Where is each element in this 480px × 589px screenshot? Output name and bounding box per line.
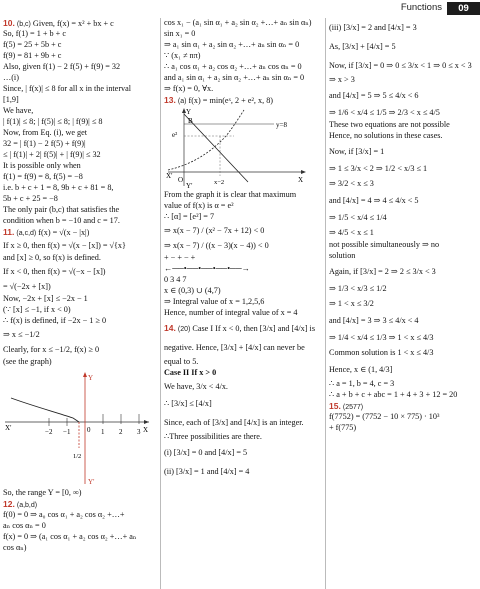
line-text: (see the graph) [3,357,52,366]
question-number: 11. [3,227,15,237]
text-line [164,432,320,443]
line-text: ⇒ a₁ sin α₁ + a₂ sin α₂ +…+ aₙ sin αₙ = 0 [164,40,300,49]
b-label: B [188,117,193,125]
line-text: (ii) [3/x] = 1 and [4/x] = 4 [164,467,250,476]
line-text: ⇒ 4/5 < x ≤ 1 [329,228,374,237]
line-text: Hence, no solutions in these cases. [329,131,443,140]
line-text: f(5) = 25 + 5b + c [3,40,62,49]
answer-tag: (a,b,d) [16,502,38,509]
tick-label: −2 [45,428,53,436]
text-line [164,357,320,368]
text-line [3,253,155,264]
text-line [3,106,155,117]
line-text: sin x₁ = 0 [164,29,196,38]
text-line [329,330,477,345]
line-text: If x ≥ 0, then f(x) = √(x − [x]) = √{x} [3,241,126,250]
line-text: f(x) = min(eˣ, 2 + e², x, 8) [188,96,274,105]
tick-label: −1 [63,428,71,436]
text-line [329,210,477,225]
text-line [329,191,477,210]
line-text: and [4/x] = 5 ⇒ 5 ≤ 4/x < 6 [329,91,419,100]
e2-label: e² [172,131,178,139]
line-text: negative. Hence, [3/x] + [4/x] can never be [164,343,305,352]
line-text: It is possible only when [3,161,81,170]
line-text: ⇒ f(x) = 0, ∀x. [164,84,214,93]
line-text: 32 = | f(1) − 2 f(5) + f(9)| [3,139,86,148]
line-text: ⇒ 3/2 < x ≤ 3 [329,179,374,188]
text-line [329,105,477,120]
text-line [3,264,155,279]
text-line [3,172,155,183]
text-line [164,238,320,253]
y-label: Y [88,374,94,382]
text-line [164,443,320,462]
line-text: 0 3 4 7 [164,275,187,284]
question-heading [3,18,155,29]
line-text: ∴ f(x) is defined, if −2x − 1 ≥ 0 [3,316,107,325]
text-line [3,161,155,172]
line-text: aₙ cos αₙ = 0 [3,521,46,530]
text-line [3,532,155,543]
line-text: | f(1)| ≤ 8; | f(5)| ≤ 8; | f(9)| ≤ 8 [3,117,103,126]
line-text: Now, from Eq. (i), we get [3,128,88,137]
text-line [3,357,155,368]
text-line [164,223,320,238]
line-text: f(x) = √(x − |x|) [38,228,90,237]
line-text: ≤ | f(1)| + 2| f(5)| + | f(9)| ≤ 32 [3,150,101,159]
text-line [164,201,320,212]
line-text: + f(775) [329,423,357,432]
question-heading [3,227,155,238]
line-text: Since, | f(x)| ≤ 8 for all x in the interval [3,84,132,93]
x-label: X [143,426,149,434]
question-number: 15. [329,401,341,411]
line-text: f(9) = 81 + 9b + c [3,51,62,60]
text-line [164,18,320,29]
text-line [164,190,320,201]
line-text: solution [329,251,356,260]
line-text: cos x₁ − (a₁ sin α₁ + a₂ sin α₂ +…+ aₙ sin αₙ) [164,18,312,27]
answer-tag: (20) [177,326,191,333]
line-text: ⇒ x > 3 [329,75,355,84]
text-line [329,281,477,296]
text-line [3,139,155,150]
y-label: Y [186,108,192,116]
x-mark-label: x−2 [214,179,225,186]
column-middle [160,18,320,589]
text-line [3,73,155,84]
line-text: (i) [3/x] = 0 and [4/x] = 5 [164,448,248,457]
column-right [325,18,477,589]
line-text: = √(−2x + [x]) [3,282,51,291]
text-line [164,308,320,319]
text-line [164,264,320,275]
text-line [329,161,477,176]
text-line [164,286,320,297]
line-text: The only pair (b,c) that satisfies the [3,205,120,214]
line-text: Common solution is 1 < x ≤ 4/3 [329,348,434,357]
line-text: x ∈ (0,3) ∪ (4,7) [164,286,221,295]
line-text: Now, −2x + [x] ≤ −2x − 1 [3,294,88,303]
line-text: We have, [3,106,34,115]
line-text: ⇒ x ≤ −1/2 [3,330,40,339]
text-line [3,40,155,51]
line-text: ⇒ x(x − 7) / ((x − 3)(x − 4)) < 0 [164,241,269,250]
text-line [329,262,477,281]
tick-label: 2 [119,428,123,436]
range-graph [3,368,153,488]
tick-label: 3 [137,428,141,436]
text-line [3,543,155,554]
line-text: f(0) = 0 ⇒ a₀ cos α₁ + a₂ cos α₂ +…+ [3,510,125,519]
text-line [3,183,155,194]
text-line [3,117,155,128]
middle-text-block [164,18,320,106]
text-line [3,205,155,216]
line-text: ⇒ 1 ≤ 3/x < 2 ⇒ 1/2 < x/3 ≤ 1 [329,164,428,173]
question-heading [329,401,477,412]
line-text: and a₁ sin α₁ + a₂ sin α₂ +…+ aₙ sin αₙ = 0 [164,73,305,82]
line-text: and [x] ≥ 0, so f(x) is defined. [3,253,101,262]
text-line [329,311,477,330]
text-line [3,62,155,73]
text-line [329,345,477,360]
answer-tag: (b,c) [16,21,31,28]
section-title: Functions [400,2,442,13]
answer-tag: (2577) [342,404,364,411]
line-text: Since, each of [3/x] and [4/x] is an integer. [164,418,304,427]
text-line [329,37,477,56]
line-text: f(7752) = (7752 − 10 × 775) · 10³ [329,412,440,421]
line-text: ∵ (x₁ ≠ nπ) [164,51,201,60]
line-text: ⇒ 1/5 < x/4 ≤ 1/4 [329,213,387,222]
text-line [164,379,320,394]
text-line [329,412,477,423]
text-line [164,297,320,308]
line-text: ⇒ Integral value of x = 1,2,5,6 [164,297,265,306]
text-line [164,338,320,357]
x-neg-label: X′ [5,424,12,432]
line-text: Now, if [3/x] = 0 ⇒ 0 ≤ 3/x < 1 ⇒ 0 ≤ x < 3 [329,61,472,70]
text-line [164,51,320,62]
line-text: f(1) = f(9) = 8, f(5) = −8 [3,172,83,181]
text-line [164,73,320,84]
line-text: condition when b = −10 and c = 17. [3,216,120,225]
min-function-graph [164,106,314,190]
line-text: 5b + c + 25 = −8 [3,194,58,203]
text-line [3,510,155,521]
x-label: X [298,176,304,184]
text-line [329,251,477,262]
text-line [3,29,155,40]
half-label: 1/2 [73,453,82,460]
text-line [3,305,155,316]
line-text: cos αₙ) [3,543,27,552]
left-text-block [3,18,155,368]
tick-label: 1 [101,428,105,436]
question-number: 12. [3,499,15,509]
text-line [164,394,320,413]
line-label: y=8 [276,121,287,129]
y-neg-label: Y′ [88,478,95,486]
text-line [164,212,320,223]
line-text: ⇒ 1/6 < x/4 ≤ 1/5 ⇒ 2/3 < x ≤ 4/5 [329,108,440,117]
answer-tag: (a,c,d) [16,230,37,237]
text-line [329,120,477,131]
text-line [164,413,320,432]
line-text: As, [3/x] + [4/x] = 5 [329,42,396,51]
text-line [329,86,477,105]
text-line [329,379,477,390]
line-text: These two equations are not possible [329,120,450,129]
line-text: (iii) [3/x] = 2 and [4/x] = 3 [329,23,417,32]
text-line [329,131,477,142]
question-number: 13. [164,95,176,105]
line-text: + − + − + [164,253,196,262]
line-text: So, the range Y = [0, ∞) [3,488,82,497]
line-text: Hence, x ∈ (1, 4/3] [329,365,393,374]
text-line [164,368,320,379]
text-line [3,294,155,305]
page-header [0,2,480,16]
text-line [3,238,155,253]
text-line [3,216,155,227]
text-line [329,75,477,86]
text-line [3,521,155,532]
line-text: ∴ [α] = [e²] = 7 [164,212,215,221]
line-text: Given, f(x) = x² + bx + c [32,19,114,28]
text-line [164,29,320,40]
text-line [329,390,477,401]
text-line [164,40,320,51]
text-line [329,423,477,434]
line-text: Now, if [3/x] = 1 [329,147,385,156]
text-line [164,275,320,286]
line-text: ⇒ 1/4 < x/4 ≤ 1/3 ⇒ 1 < x ≤ 4/3 [329,333,434,342]
text-line [3,128,155,139]
line-text: Hence, number of integral value of x = 4 [164,308,298,317]
line-text: ∴ a = 1, b = 4, c = 3 [329,379,395,388]
line-text: ←──•──•──•──•──→ [164,264,250,273]
line-text: Case II If x > 0 [164,368,217,377]
line-text: and [4/x] = 4 ⇒ 4 ≤ 4/x < 5 [329,196,419,205]
text-line [329,296,477,311]
line-text: ⇒ x(x − 7) / (x² − 7x + 12) < 0 [164,226,265,235]
line-text: equal to 5. [164,357,199,366]
text-line [3,84,155,95]
origin-label: 0 [87,426,91,434]
line-text: ∴ a + b + c + abc = 1 + 4 + 3 + 12 = 20 [329,390,458,399]
line-text: We have, 3/x < 4/x. [164,382,228,391]
text-line [329,225,477,240]
line-text: ∴ [3/x] ≤ [4/x] [164,399,212,408]
text-line [3,279,155,294]
text-line [164,62,320,73]
column-left [3,18,155,589]
page-number: 09 [447,2,480,15]
line-text: …(i) [3,73,19,82]
question-heading [164,319,320,338]
text-line [3,150,155,161]
line-text: and [4/x] = 3 ⇒ 3 ≤ 4/x < 4 [329,316,419,325]
line-text: value of f(x) is α = e² [164,201,234,210]
text-line [3,194,155,205]
text-line [164,84,320,95]
line-text: i.e. b + c + 1 = 8, 9b + c + 81 = 8, [3,183,114,192]
right-text-block [329,18,477,434]
line-text: So, f(1) = 1 + b + c [3,29,66,38]
line-text: ∴Three possibilities are there. [164,432,262,441]
question-heading [3,499,155,510]
text-line [329,360,477,379]
text-line [164,253,320,264]
text-line [3,95,155,106]
question-heading [164,95,320,106]
left-text-tail [3,488,155,554]
line-text: ⇒ 1 < x ≤ 3/2 [329,299,374,308]
origin-label: O [178,176,184,184]
text-line [329,240,477,251]
line-text: f(x) = 0 ⇒ (a₁ cos α₁ + a₂ cos α₂ +…+ aₙ [3,532,137,541]
question-number: 14. [164,323,176,333]
y-neg-label: Y′ [186,182,193,190]
x-neg-label: X′ [166,172,173,180]
line-text: (∵ [x] ≤ −1, if x < 0) [3,305,71,314]
line-text: Again, if [3/x] = 2 ⇒ 2 ≤ 3/x < 3 [329,267,436,276]
text-line [3,342,155,357]
line-text: Case I If x < 0, then [3/x] and [4/x] is [192,324,315,333]
line-text: Also, given f(1) − 2 f(5) + f(9) = 32 [3,62,121,71]
text-line [164,462,320,481]
text-line [3,488,155,499]
line-text: If x < 0, then f(x) = √(−x − [x]) [3,267,106,276]
line-text: Clearly, for x ≤ −1/2, f(x) ≥ 0 [3,345,100,354]
text-line [329,176,477,191]
question-number: 10. [3,18,15,28]
answer-tag: (a) [177,98,187,105]
text-line [329,142,477,161]
line-text: not possible simultaneously ⇒ no [329,240,440,249]
line-text: From the graph it is clear that maximum [164,190,297,199]
text-line [3,316,155,327]
text-line [3,327,155,342]
text-line [329,18,477,37]
text-line [3,51,155,62]
text-line [329,56,477,75]
middle-text-tail [164,190,320,481]
line-text: ∴ a₁ cos α₁ + a₂ cos α₂ +…+ aₙ cos αₙ = 0 [164,62,302,71]
line-text: [1,9] [3,95,19,104]
line-text: ⇒ 1/3 < x/3 ≤ 1/2 [329,284,387,293]
